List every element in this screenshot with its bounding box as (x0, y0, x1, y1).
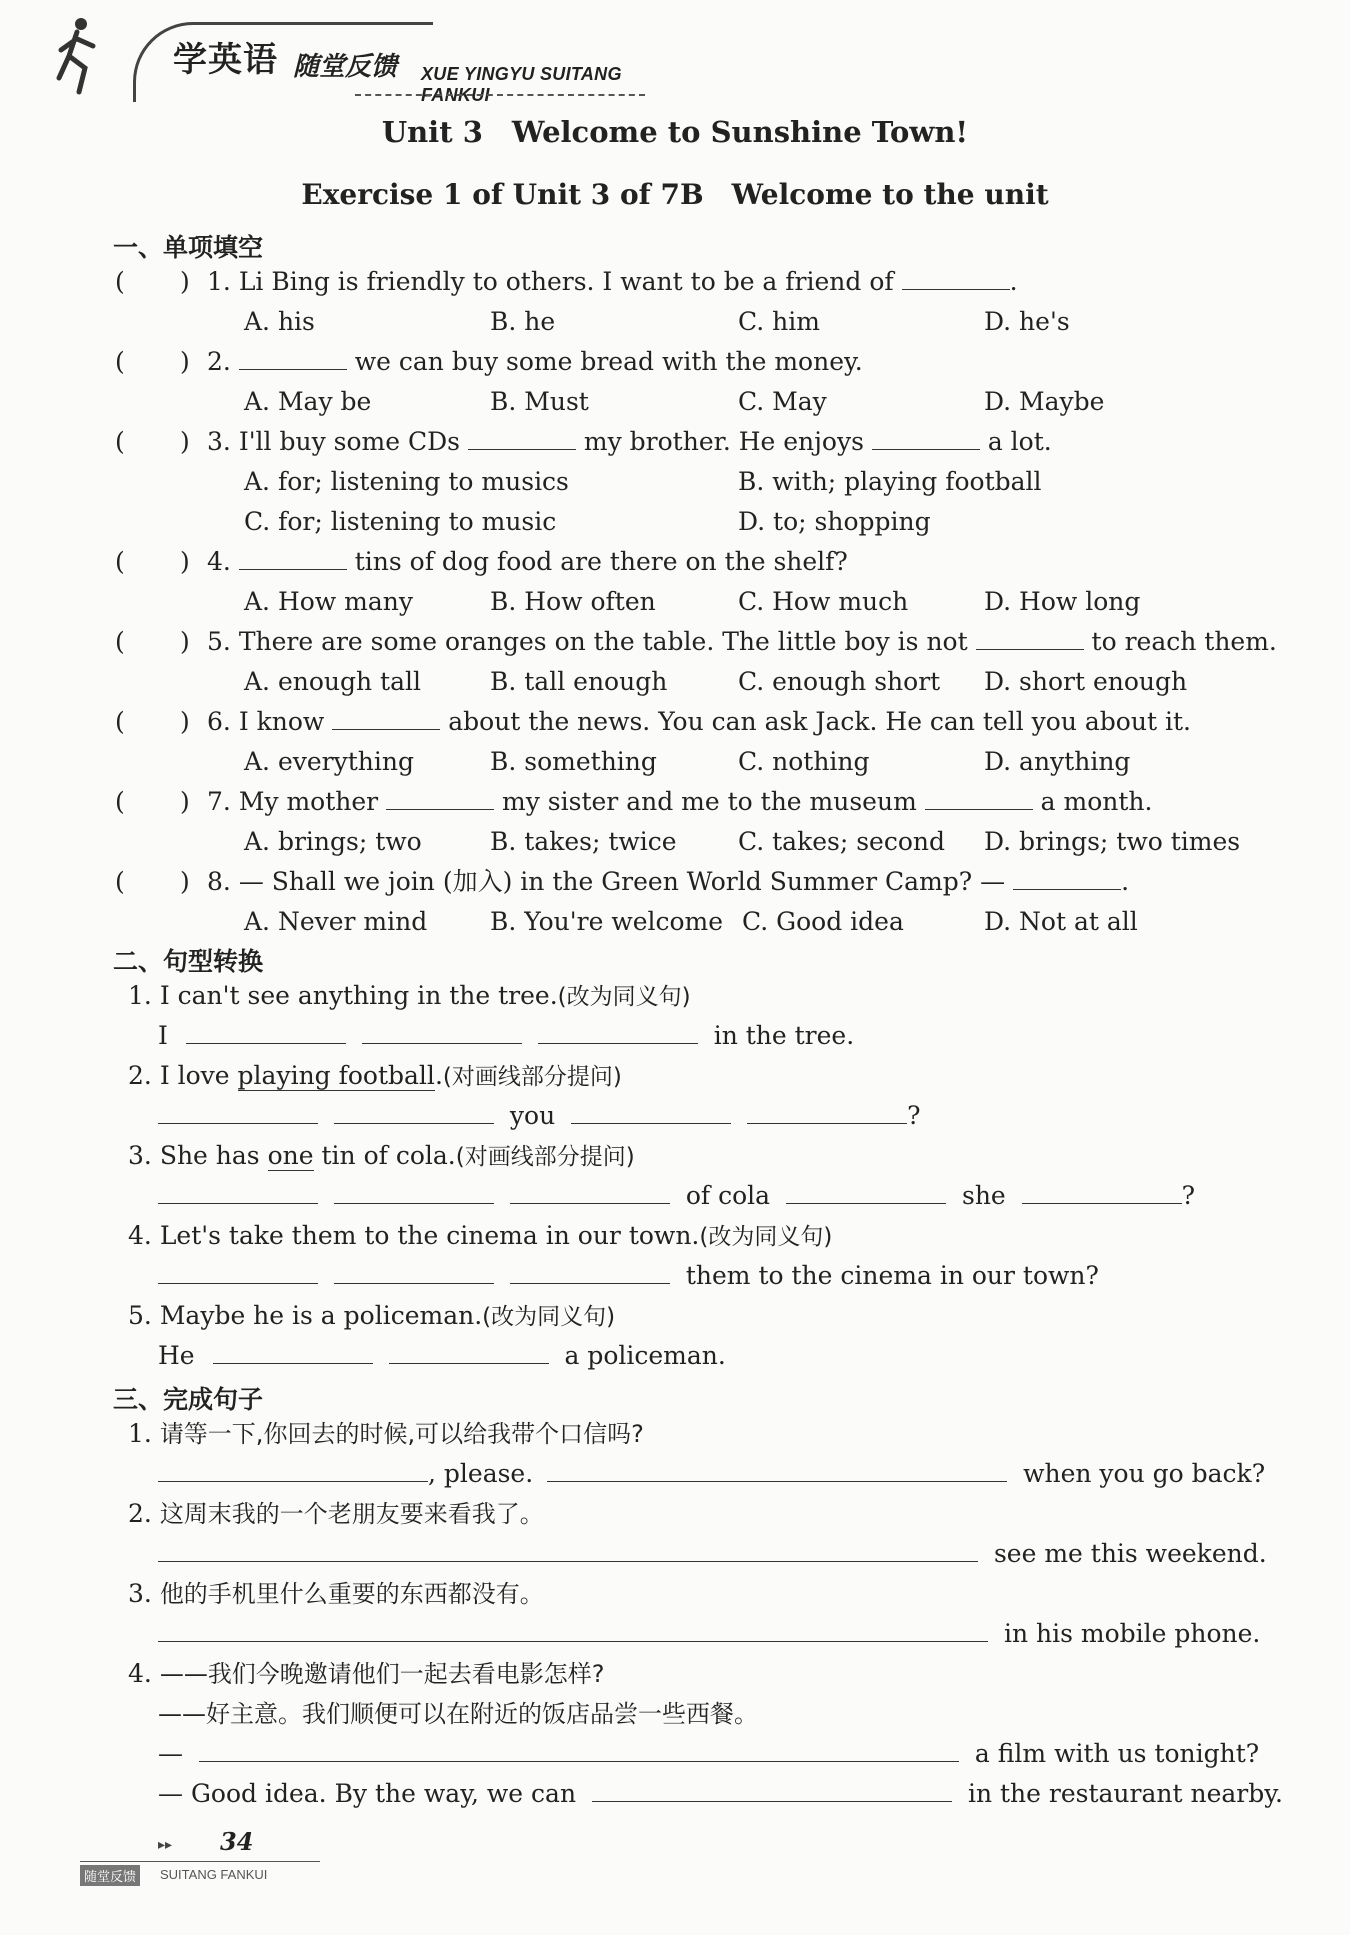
option-c[interactable]: C. takes; second (738, 827, 946, 856)
footer-tag: 随堂反馈 (80, 1865, 140, 1886)
answer-blank[interactable] (334, 1100, 494, 1124)
option-b[interactable]: B. something (490, 747, 657, 776)
answer-paren-open: ( (115, 867, 125, 896)
transform-q2: 2. I love playing football.(对画线部分提问) (128, 1061, 622, 1090)
header-pinyin: XUE YINGYU SUITANG FANKUI (421, 64, 622, 105)
answer-blank[interactable] (386, 786, 494, 810)
option-d[interactable]: D. he's (984, 307, 1070, 336)
answer-blank[interactable] (158, 1538, 978, 1562)
answer-blank[interactable] (747, 1100, 907, 1124)
section3-heading: 三、完成句子 (113, 1385, 264, 1414)
complete-a3: in his mobile phone. (158, 1618, 1260, 1650)
option-c[interactable]: C. Good idea (742, 907, 904, 936)
answer-paren-close: ) (180, 867, 190, 896)
answer-blank[interactable] (592, 1778, 952, 1802)
transform-q1: 1. I can't see anything in the tree.(改为同义句) (128, 981, 691, 1010)
page-footer (80, 1825, 320, 1885)
option-b[interactable]: B. with; playing football (738, 467, 1042, 496)
q4-stem: 4. tins of dog food are there on the shelf? (207, 547, 848, 576)
page-number: 34 (220, 1827, 254, 1856)
q-number: 4. (207, 547, 231, 576)
complete-a4-line2: — Good idea. By the way, we can in the restaurant nearby. (158, 1779, 1283, 1808)
option-d[interactable]: D. How long (984, 587, 1141, 616)
answer-paren-open: ( (115, 627, 125, 656)
complete-q4-line2: ——好主意。我们顺便可以在附近的饭店品尝一些西餐。 (158, 1700, 758, 1728)
section2-heading: 二、句型转换 (113, 947, 264, 976)
answer-paren-close: ) (180, 427, 190, 456)
answer-blank[interactable] (239, 546, 347, 570)
option-a[interactable]: A. his (244, 307, 315, 336)
option-a[interactable]: A. for; listening to musics (244, 467, 569, 496)
header-cn-title: 学英语 (173, 40, 278, 80)
answer-blank[interactable] (547, 1458, 1007, 1482)
q1-stem: 1. Li Bing is friendly to others. I want to be a friend of . (207, 267, 1018, 296)
answer-blank[interactable] (199, 1738, 959, 1762)
answer-blank[interactable] (872, 426, 980, 450)
header-dashed-line (355, 94, 645, 96)
complete-a4-line1: — a film with us tonight? (158, 1739, 1260, 1768)
answer-paren-close: ) (180, 787, 190, 816)
complete-q2: 2. 这周末我的一个老朋友要来看我了。 (128, 1499, 544, 1528)
option-d[interactable]: D. to; shopping (738, 507, 931, 536)
exercise-title: Exercise 1 of Unit 3 of 7B Welcome to the unit (301, 178, 1049, 211)
q5-stem: 5. There are some oranges on the table. The little boy is not to reach them. (207, 627, 1277, 656)
q-number: 5. (207, 627, 231, 656)
complete-q1: 1. 请等一下,你回去的时候,可以给我带个口信吗? (128, 1419, 644, 1448)
q-number: 1. (207, 267, 231, 296)
answer-blank[interactable] (510, 1260, 670, 1284)
option-a[interactable]: A. How many (244, 587, 413, 616)
header-cn-subtitle: 随堂反馈 (293, 52, 398, 82)
answer-blank[interactable] (1013, 866, 1121, 890)
q-number: 7. (207, 787, 231, 816)
answer-blank[interactable] (1022, 1180, 1182, 1204)
option-d[interactable]: D. Not at all (984, 907, 1138, 936)
answer-paren-close: ) (180, 627, 190, 656)
q8-stem: 8. — Shall we join (加入) in the Green World Summer Camp? — . (207, 867, 1130, 896)
q-number: 2. (207, 347, 231, 376)
answer-blank[interactable] (158, 1618, 988, 1642)
option-b[interactable]: B. he (490, 307, 556, 336)
option-d[interactable]: D. brings; two times (984, 827, 1241, 856)
option-a[interactable]: A. enough tall (244, 667, 421, 696)
option-b[interactable]: B. How often (490, 587, 656, 616)
transform-a2: you ? (158, 1100, 921, 1132)
answer-blank[interactable] (239, 346, 347, 370)
option-a[interactable]: A. Never mind (244, 907, 428, 936)
transform-q4: 4. Let's take them to the cinema in our town.(改为同义句) (128, 1221, 833, 1250)
option-c[interactable]: C. for; listening to music (244, 507, 557, 536)
answer-paren-close: ) (180, 267, 190, 296)
q2-stem: 2. we can buy some bread with the money. (207, 347, 863, 376)
transform-a5: He a policeman. (158, 1341, 726, 1370)
q-number: 3. (207, 427, 231, 456)
q7-stem: 7. My mother my sister and me to the museum a month. (207, 787, 1153, 816)
option-d[interactable]: D. short enough (984, 667, 1188, 696)
transform-a4: them to the cinema in our town? (158, 1260, 1099, 1292)
runner-logo-icon (55, 16, 135, 96)
transform-a3: of cola she ? (158, 1180, 1195, 1212)
q3-stem: 3. I'll buy some CDs my brother. He enjoys a lot. (207, 427, 1052, 456)
double-arrow-icon: ▸▸ (158, 1837, 173, 1853)
option-b[interactable]: B. tall enough (490, 667, 668, 696)
answer-paren-open: ( (115, 707, 125, 736)
q6-stem: 6. I know about the news. You can ask Jack. He can tell you about it. (207, 707, 1191, 736)
option-a[interactable]: A. brings; two (244, 827, 422, 856)
answer-blank[interactable] (468, 426, 576, 450)
answer-blank[interactable] (538, 1020, 698, 1044)
transform-q3: 3. She has one tin of cola.(对画线部分提问) (128, 1141, 635, 1170)
option-c[interactable]: C. him (738, 307, 820, 336)
option-c[interactable]: C. enough short (738, 667, 941, 696)
answer-blank[interactable] (925, 786, 1033, 810)
complete-q3: 3. 他的手机里什么重要的东西都没有。 (128, 1579, 544, 1608)
answer-paren-open: ( (115, 547, 125, 576)
option-d[interactable]: D. anything (984, 747, 1131, 776)
answer-blank[interactable] (362, 1020, 522, 1044)
answer-blank[interactable] (976, 626, 1084, 650)
answer-blank[interactable] (902, 266, 1010, 290)
answer-paren-open: ( (115, 427, 125, 456)
answer-blank[interactable] (213, 1340, 373, 1364)
q-number: 8. (207, 867, 231, 896)
book-header (55, 14, 675, 105)
complete-a2: see me this weekend. (158, 1538, 1267, 1570)
section1-heading: 一、单项填空 (113, 233, 264, 262)
footer-rule (80, 1861, 320, 1862)
option-a[interactable]: A. May be (244, 387, 372, 416)
answer-blank[interactable] (510, 1180, 670, 1204)
answer-blank[interactable] (571, 1100, 731, 1124)
answer-blank[interactable] (332, 706, 440, 730)
answer-blank[interactable] (334, 1260, 494, 1284)
answer-blank[interactable] (158, 1180, 318, 1204)
answer-paren-open: ( (115, 787, 125, 816)
answer-blank[interactable] (786, 1180, 946, 1204)
answer-paren-open: ( (115, 267, 125, 296)
option-a[interactable]: A. everything (244, 747, 414, 776)
option-c[interactable]: C. How much (738, 587, 909, 616)
option-b[interactable]: B. takes; twice (490, 827, 677, 856)
complete-a1: , please. when you go back? (158, 1458, 1265, 1490)
answer-paren-open: ( (115, 347, 125, 376)
option-b[interactable]: B. You're welcome (490, 907, 724, 936)
answer-blank[interactable] (158, 1458, 428, 1482)
answer-blank[interactable] (158, 1100, 318, 1124)
unit-title: Unit 3 Welcome to Sunshine Town! (381, 115, 969, 149)
answer-blank[interactable] (186, 1020, 346, 1044)
footer-pinyin: SUITANG FANKUI (160, 1867, 268, 1882)
q-number: 6. (207, 707, 231, 736)
transform-a1: I in the tree. (158, 1021, 855, 1050)
option-c[interactable]: C. May (738, 387, 827, 416)
option-c[interactable]: C. nothing (738, 747, 870, 776)
answer-paren-close: ) (180, 707, 190, 736)
answer-blank[interactable] (158, 1260, 318, 1284)
option-d[interactable]: D. Maybe (984, 387, 1105, 416)
answer-blank[interactable] (389, 1340, 549, 1364)
answer-blank[interactable] (334, 1180, 494, 1204)
option-b[interactable]: B. Must (490, 387, 589, 416)
answer-paren-close: ) (180, 547, 190, 576)
complete-q4: 4. ——我们今晚邀请他们一起去看电影怎样? (128, 1659, 605, 1688)
answer-paren-close: ) (180, 347, 190, 376)
transform-q5: 5. Maybe he is a policeman.(改为同义句) (128, 1301, 616, 1330)
